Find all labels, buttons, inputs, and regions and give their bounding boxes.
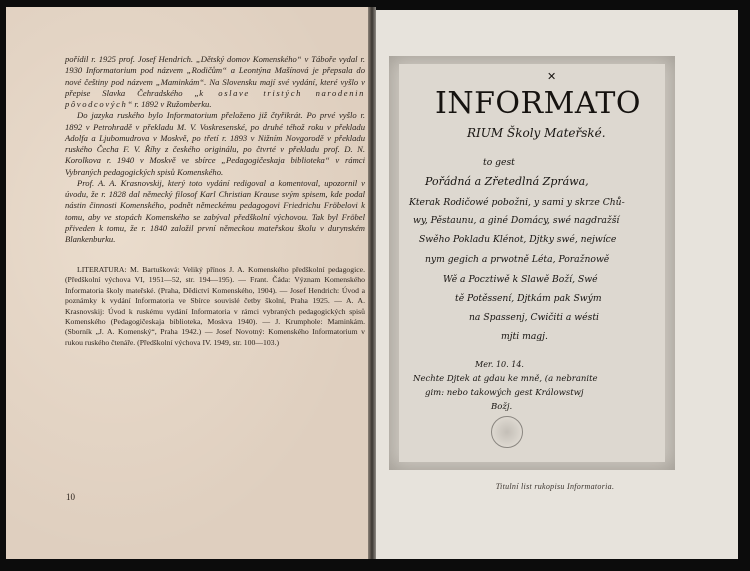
manuscript-line: Nechte Djtek at gdau ke mně, (a nebranite [413, 374, 598, 384]
literature-text: LITERATURA: M. Bartušková: Veliký přínos J. A. Komenského předškolní pedagogice. (Předškolní výchova VI, 1951—52, str. 194—195). — Frant. Čáda: Význam Komenského Informatoria školy mateřské. (Praha, Dědictví Komenského, 1904). — Josef Hendrich: Úvod a poznámky k vydání Informatoria ve Sbírce souvislé četby školní, Praha 1925. — A. A. Krasnovskij: Úvod k ruskému vydání Informatoria v rámci vybraných pedagogických spisů Komenského (Pedagogičeskaja biblioteka, Moskva 1940). — J. Krumphole: Maminkám. (Sborník „J. A. Komenský“, Praha 1942.) — Josef Novotný: Komenského Informatorium v rukou ruského čtenáře. (Předškolní výchova IV. 1949, str. 100—103.) [65, 265, 365, 347]
literature-list [65, 265, 365, 348]
manuscript-line: Swěho Pokladu Klénot, Djtky swé, nejwíce [419, 234, 617, 245]
manuscript-line: wy, Pěstaunu, a giné Domácy, swé nagdražší [413, 215, 620, 226]
manuscript-line: Wě a Pocztiwě k Slawě Boží, Swé [443, 274, 598, 285]
book-gutter [368, 7, 376, 559]
manuscript-line: to gest [483, 157, 515, 168]
ink-mark-icon: ✕ [547, 70, 557, 83]
paragraph: Prof. A. A. Krasnovskij, který toto vydání redigoval a komentoval, upozornil v úvodu, že r. 1828 dal německý filosof Karl Christian Krause svým spisem, kde podal nástin činnosti Komenského, podnět německému pedagogovi Friedrichu Fröbelovi k tomu, aby ve stopách Komenského se zabýval předškolní výchovou. Tak byl Fröbel přiveden k tomu, že r. 1840 založil první německou mateřskou školu v durynském Blankenburku. [65, 177, 365, 244]
paragraph: pořídil r. 1925 prof. Josef Hendrich. „Dětský domov Komenského“ v Táboře vydal r. 1930 Informatorium pod názvem „Rodičům“ a Leontýna Mašínová je přepsala do nové češtiny pod názvem „Maminkám“. Na Slovensku mají své vydání, které vyšlo v přepise Slavka Čehradského „k oslave tristých narodenin pôvodcových“ r. 1892 v Ružomberku. [65, 54, 366, 109]
page-number: 10 [66, 492, 75, 502]
manuscript-line: nym gegich a prwotně Léta, Poražnowě [425, 254, 610, 265]
manuscript-title: INFORMATO [435, 86, 641, 121]
manuscript-line: Božj. [491, 402, 513, 412]
manuscript-line: tě Potěssení, Djtkám pak Swým [455, 293, 602, 304]
manuscript-line: Mer. 10. 14. [475, 360, 524, 369]
manuscript-line: mjti magj. [501, 331, 548, 342]
paragraph: Do jazyka ruského bylo Informatorium přeloženo již čtyřikrát. Po prvé vyšlo r. 1892 v Petrohradě v překladu M. V. Voskresenské, po druhé téhož roku v překladu Adolfa a Ljubomudrova v Moskvě, po třetí r. 1893 v Nižním Novgorodě v překladu ruského Čecha F. V. Říhy z českého originálu, po čtvrté v překladu prof. D. N. Korolkova r. 1940 v Moskvě ve sbírce „Pedagogičeskaja biblioteka“ v rámci Vybraných pedagogických spisů Komenského. [65, 110, 365, 177]
body-text [65, 54, 365, 245]
figure-caption: Titulní list rukopisu Informatoria. [495, 482, 615, 491]
manuscript-subtitle: RIUM Školy Mateřské. [467, 126, 606, 140]
library-stamp-icon [491, 416, 523, 448]
manuscript-line: Pořádná a Zřetedlná Zpráwa, [425, 175, 589, 188]
manuscript-line: Kterak Rodičowé pobožni, y sami y skrze Chů- [409, 197, 625, 208]
manuscript-line: na Spassenj, Cwičiti a wésti [469, 312, 599, 323]
manuscript-photo [389, 56, 675, 470]
manuscript-line: gim: nebo takowých gest Králowstwj [425, 388, 584, 398]
manuscript-sheet [399, 64, 665, 462]
